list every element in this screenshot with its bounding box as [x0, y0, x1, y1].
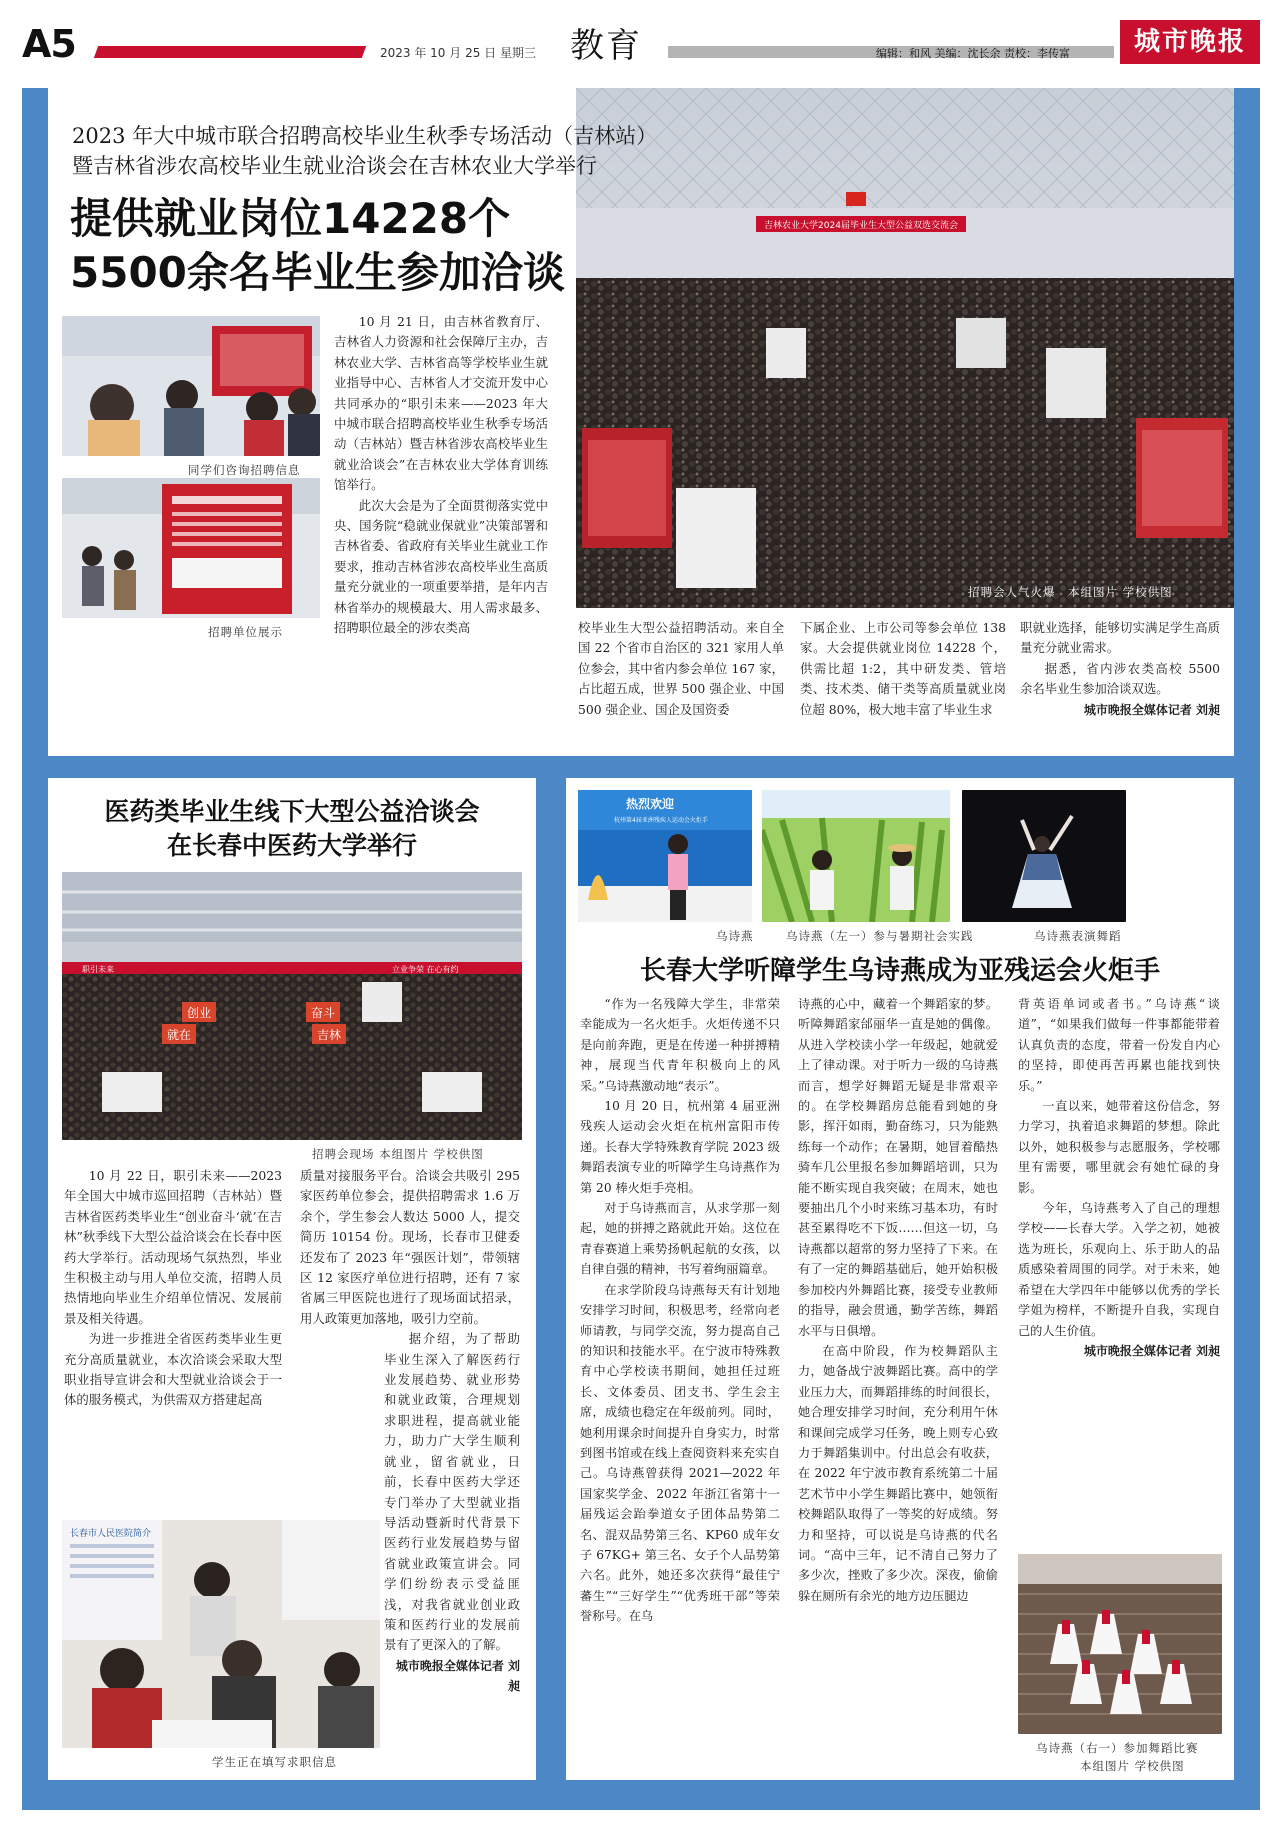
hospital-sign: 长春市人民医院简介: [70, 1529, 152, 1539]
story3-para-7: 背英语单词或者书。”乌诗燕“谈道”，“如果我们做每一件事都能带着认真负责的态度，带着一份发自内心的坚持，即使再苦再累也能找到快乐。”: [1018, 997, 1220, 1093]
photo-students-consult-caption: 同学们咨询招聘信息: [188, 463, 301, 477]
story1-kicker-line2: 暨吉林省涉农高校毕业生就业洽谈会在吉林农业大学举行: [72, 154, 597, 178]
photo-dance-competition: [1018, 1554, 1222, 1734]
page-header: [0, 0, 1280, 80]
photo-students-consult: [62, 316, 320, 456]
story1-para-3: 校毕业生大型公益招聘活动。来自全国 22 个省市自治区的 321 家用人单位参会，其中省内参会单位 167 家，占比超五成，世界 500 强企业、中国 500 强企业、国企及国资委: [578, 620, 784, 717]
section-title: 教育: [570, 26, 642, 66]
story2-headline-line1: 医药类毕业生线下大型公益洽谈会: [104, 797, 480, 826]
board-subtitle: 杭州第4届亚洲残疾人运动会火炬手: [614, 817, 708, 824]
photo-employer-display: [62, 478, 320, 618]
sign-1: 创业: [186, 1006, 212, 1020]
story2-para-1: 10 月 22 日，职引未来——2023 年全国大中城市巡回招聘（吉林站）暨吉林省医药类毕业生“创业奋斗‘就’在吉林”秋季线下大型公益洽谈会在长春中医药大学举行。活动现场气氛热烈，毕业生积极主动与用人单位交流，招聘人员热情地向毕业生介绍单位情况、发展前景及相关待遇。: [64, 1168, 282, 1326]
story1-column-1: [334, 312, 548, 639]
story3-para-8: 一直以来，她带着这份信念，努力学习，执着追求舞蹈的梦想。除此以外，她积极参与志愿服务，学校哪里有需要，哪里就会有她忙碌的身影。: [1018, 1099, 1220, 1195]
story2-para-4: 据介绍，为了帮助毕业生深入了解医药行业发展趋势、就业形势和就业政策，合理规划求职进程，提高就业能力，助力广大学生顺利就业，留省就业，日前，长春中医药大学还专门举办了大型就业指导活动暨新时代背景下医药行业发展趋势与留省就业政策宣讲会。同学们纷纷表示受益匪浅，对我省就业创业政策和医药行业的发展前景有了更深入的了解。: [384, 1331, 520, 1653]
story3-para-3: 对于乌诗燕而言，从求学那一刻起，她的拼搏之路就此开始。这位在青春赛道上乘势扬帆起航的女孩，以自律自强的精神，书写着绚丽篇章。: [580, 1201, 780, 1277]
photo-wu-shiyan-caption: 乌诗燕: [716, 929, 754, 943]
story1-byline: 城市晚报全媒体记者 刘昶: [1083, 702, 1220, 717]
photo-dance-competition-credit: 本组图片 学校供图: [1080, 1759, 1185, 1773]
story1-para-2: 此次大会是为了全面贯彻落实党中央、国务院“稳就业保就业”决策部署和吉林省委、省政府有关毕业生就业工作要求，推动吉林省涉农高校毕业生高质量充分就业的一项重要举措，是年内吉林省举办的规模最大、用人需求最多、招聘职位最全的涉农类高: [334, 497, 548, 636]
editor-credits: 编辑：和风 美编：沈长余 责校：李传富: [876, 47, 1070, 60]
photo-wu-shiyan-torch-board: [578, 790, 752, 922]
story1-para-5: 职就业选择，能够切实满足学生高质量充分就业需求。: [1020, 620, 1220, 656]
story2-column-1: [64, 1166, 282, 1411]
story3-para-9: 今年，乌诗燕考入了自己的理想学校——长春大学。入学之初，她被选为班长，乐观向上、乐于助人的品质感染着周围的同学。对于未来，她希望在大学四年中能够以优秀的学长学姐为榜样，不断提升自我，实现自己的人生价值。: [1018, 1201, 1220, 1338]
sign-4: 吉林: [316, 1028, 342, 1042]
main-photo-banner: 吉林农业大学2024届毕业生大型公益双选交流会: [764, 221, 958, 231]
photo-dance-performance-caption: 乌诗燕表演舞蹈: [1034, 929, 1122, 943]
photo-employer-display-caption: 招聘单位展示: [208, 625, 283, 639]
photo-dance-competition-caption: 乌诗燕（右一）参加舞蹈比赛: [1036, 1741, 1199, 1755]
story3-para-4: 在求学阶段乌诗燕每天有计划地安排学习时间，积极思考，经常向老师请教，与同学交流，努力提高自己的知识和技能水平。在宁波市特殊教育中心学校读书期间，她担任过班长、文体委员、团支书、学生会主席，成绩也稳定在年级前列。同时，她利用课余时间提升自身实力，时常到图书馆或在线上查阅资料来充实自己。乌诗燕曾获得 2021—2022 年国家奖学金、2022 年浙江省第十一届残运会跆拳道女子团体品势第二名、混双品势第三名、KP60 成年女子 67KG+ 第三名、女子个人品势第六名。此外，她还多次获得“最佳宁蕃生”“三好学生”“优秀班干部”等荣誉称号。在乌: [580, 1282, 780, 1624]
photo-pharma-fair-caption: 招聘会现场 本组图片 学校供图: [312, 1147, 484, 1161]
story1-headline-line1: 提供就业岗位14228个: [70, 194, 511, 243]
photo-students-fill-forms: [62, 1520, 380, 1748]
story3-para-5: 诗燕的心中，藏着一个舞蹈家的梦。听障舞蹈家邰丽华一直是她的偶像。从进入学校读小学一年级起，她就爱上了律动课。对于听力一级的乌诗燕而言，想学好舞蹈无疑是非常艰辛的。在学校舞蹈房总能看到她的身影，挥汗如雨，勤奋练习，只为能熟练每一个动作；在暑期，她冒着酷热骑车几公里报名参加舞蹈培训，只为能不断实现自我突破；在周末，她也要抽出几个小时来练习基本功，有时甚至累得吃不下饭……但这一切，乌诗燕都以超常的努力坚持了下来。在有了一定的舞蹈基础后，她开始积极参加校内外舞蹈比赛，接受专业教师的指导，融会贯通，勤学苦练，舞蹈水平与日俱增。: [798, 997, 998, 1338]
story2-byline: 城市晚报全媒体记者 刘昶: [395, 1658, 520, 1694]
photo-dance-performance: [962, 790, 1126, 922]
story3-column-3: [1018, 994, 1220, 1361]
sign-2: 奋斗: [310, 1006, 336, 1020]
issue-date: 2023 年 10 月 25 日 星期三: [380, 46, 536, 60]
story3-headline: 长春大学听障学生乌诗燕成为亚残运会火炬手: [639, 956, 1160, 986]
fair-banner-left: 职引未来: [82, 965, 114, 974]
story-pharma-fair-card: [48, 778, 536, 1780]
fair-banner-right: 立业争荣 在心有约: [392, 965, 459, 974]
newspaper-logo: 城市晚报: [1120, 20, 1260, 64]
header-red-bar: [94, 46, 366, 58]
story2-headline-line2: 在长春中医药大学举行: [166, 831, 417, 860]
photo-summer-practice: [762, 790, 950, 922]
main-photo-caption: 招聘会人气火爆 本组图片 学校供图: [968, 585, 1173, 599]
sign-3: 就在: [166, 1028, 192, 1042]
photo-summer-practice-caption: 乌诗燕（左一）参与暑期社会实践: [786, 929, 974, 943]
story2-para-3: 质量对接服务平台。洽谈会共吸引 295 家医药单位参会，提供招聘需求 1.6 万余个，学生参会人数达 5000 人，提交简历 10154 份。现场，长春市卫健委还发布了 2023 年“强医计划”，带领辖区 12 家医疗单位进行招聘，还有 7 家省属三甲医院也进行了现场面试招录，用人政策更加落地，吸引力空前。: [300, 1168, 520, 1326]
story-jilin-agri-card: [48, 88, 1234, 756]
story2-para-2: 为进一步推进全省医药类毕业生更充分高质量就业，本次洽谈会采取大型职业指导宣讲会和大型就业洽谈会于一体的服务模式，为供需双方搭建起高: [64, 1331, 282, 1408]
photo-pharma-fair-hall: [62, 872, 522, 1140]
story3-column-2: [798, 994, 998, 1606]
story3-column-1: [580, 994, 780, 1627]
photo-students-fill-forms-caption: 学生正在填写求职信息: [212, 1755, 337, 1769]
main-photo-job-fair-hall: [576, 88, 1234, 608]
story3-para-6: 在高中阶段，作为校舞蹈队主力，她备战宁波舞蹈比赛。高中的学业压力大，而舞蹈排练的时间很长，她合理安排学习时间，充分利用午休和课间完成学习任务，晚上则专心致力于舞蹈集训中。付出总会有收获，在 2022 年宁波市教育系统第二十届艺术节中小学生舞蹈比赛中，她领衔校舞蹈队取得了一等奖的好成绩。努力和坚持，可以说是乌诗燕的代名词。“高中三年，记不清自己努力了多少次，挫败了多少次。深夜，偷偷躲在厕所有余光的地方边压腿边: [798, 1343, 998, 1603]
page-number: A5: [22, 22, 76, 66]
story1-para-4: 下属企业、上市公司等参会单位 138 家。大会提供就业岗位 14228 个，供需比超 1:2，其中研发类、管培类、技术类、储干类等高质量就业岗位超 80%，极大地丰富了毕业生求: [800, 620, 1006, 717]
story1-column-4: [1020, 618, 1220, 720]
story3-para-2: 10 月 20 日，杭州第 4 届亚洲残疾人运动会火炬在杭州富阳市传递。长春大学特殊教育学院 2023 级舞蹈表演专业的听障学生乌诗燕作为第 20 棒火炬手亮相。: [580, 1099, 780, 1195]
story1-column-3: [800, 618, 1006, 720]
story1-para-1: 10 月 21 日，由吉林省教育厅、吉林省人力资源和社会保障厅主办，吉林农业大学、吉林省高等学校毕业生就业指导中心、吉林省人才交流开发中心共同承办的“职引未来——2023 年大中城市联合招聘高校毕业生秋季专场活动（吉林站）暨吉林省涉农高校毕业生就业洽谈会”在吉林农业大学体育训练馆举行。: [334, 314, 548, 493]
board-title: 热烈欢迎: [626, 797, 675, 811]
story3-para-1: “作为一名残障大学生，非常荣幸能成为一名火炬手。火炬传递不只是向前奔跑，更是在传递一种拼搏精神，展现当代青年积极向上的风采。”乌诗燕激动地“表示”。: [580, 997, 780, 1093]
story1-para-6: 据悉，省内涉农类高校 5500 余名毕业生参加洽谈双选。: [1020, 660, 1220, 697]
story1-kicker-line1: 2023 年大中城市联合招聘高校毕业生秋季专场活动（吉林站）: [72, 124, 658, 148]
story3-byline: 城市晚报全媒体记者 刘昶: [1083, 1343, 1220, 1358]
story1-headline-line2: 5500余名毕业生参加洽谈: [70, 248, 565, 297]
story-torchbearer-card: [566, 778, 1234, 1780]
story1-column-2: [578, 618, 784, 720]
